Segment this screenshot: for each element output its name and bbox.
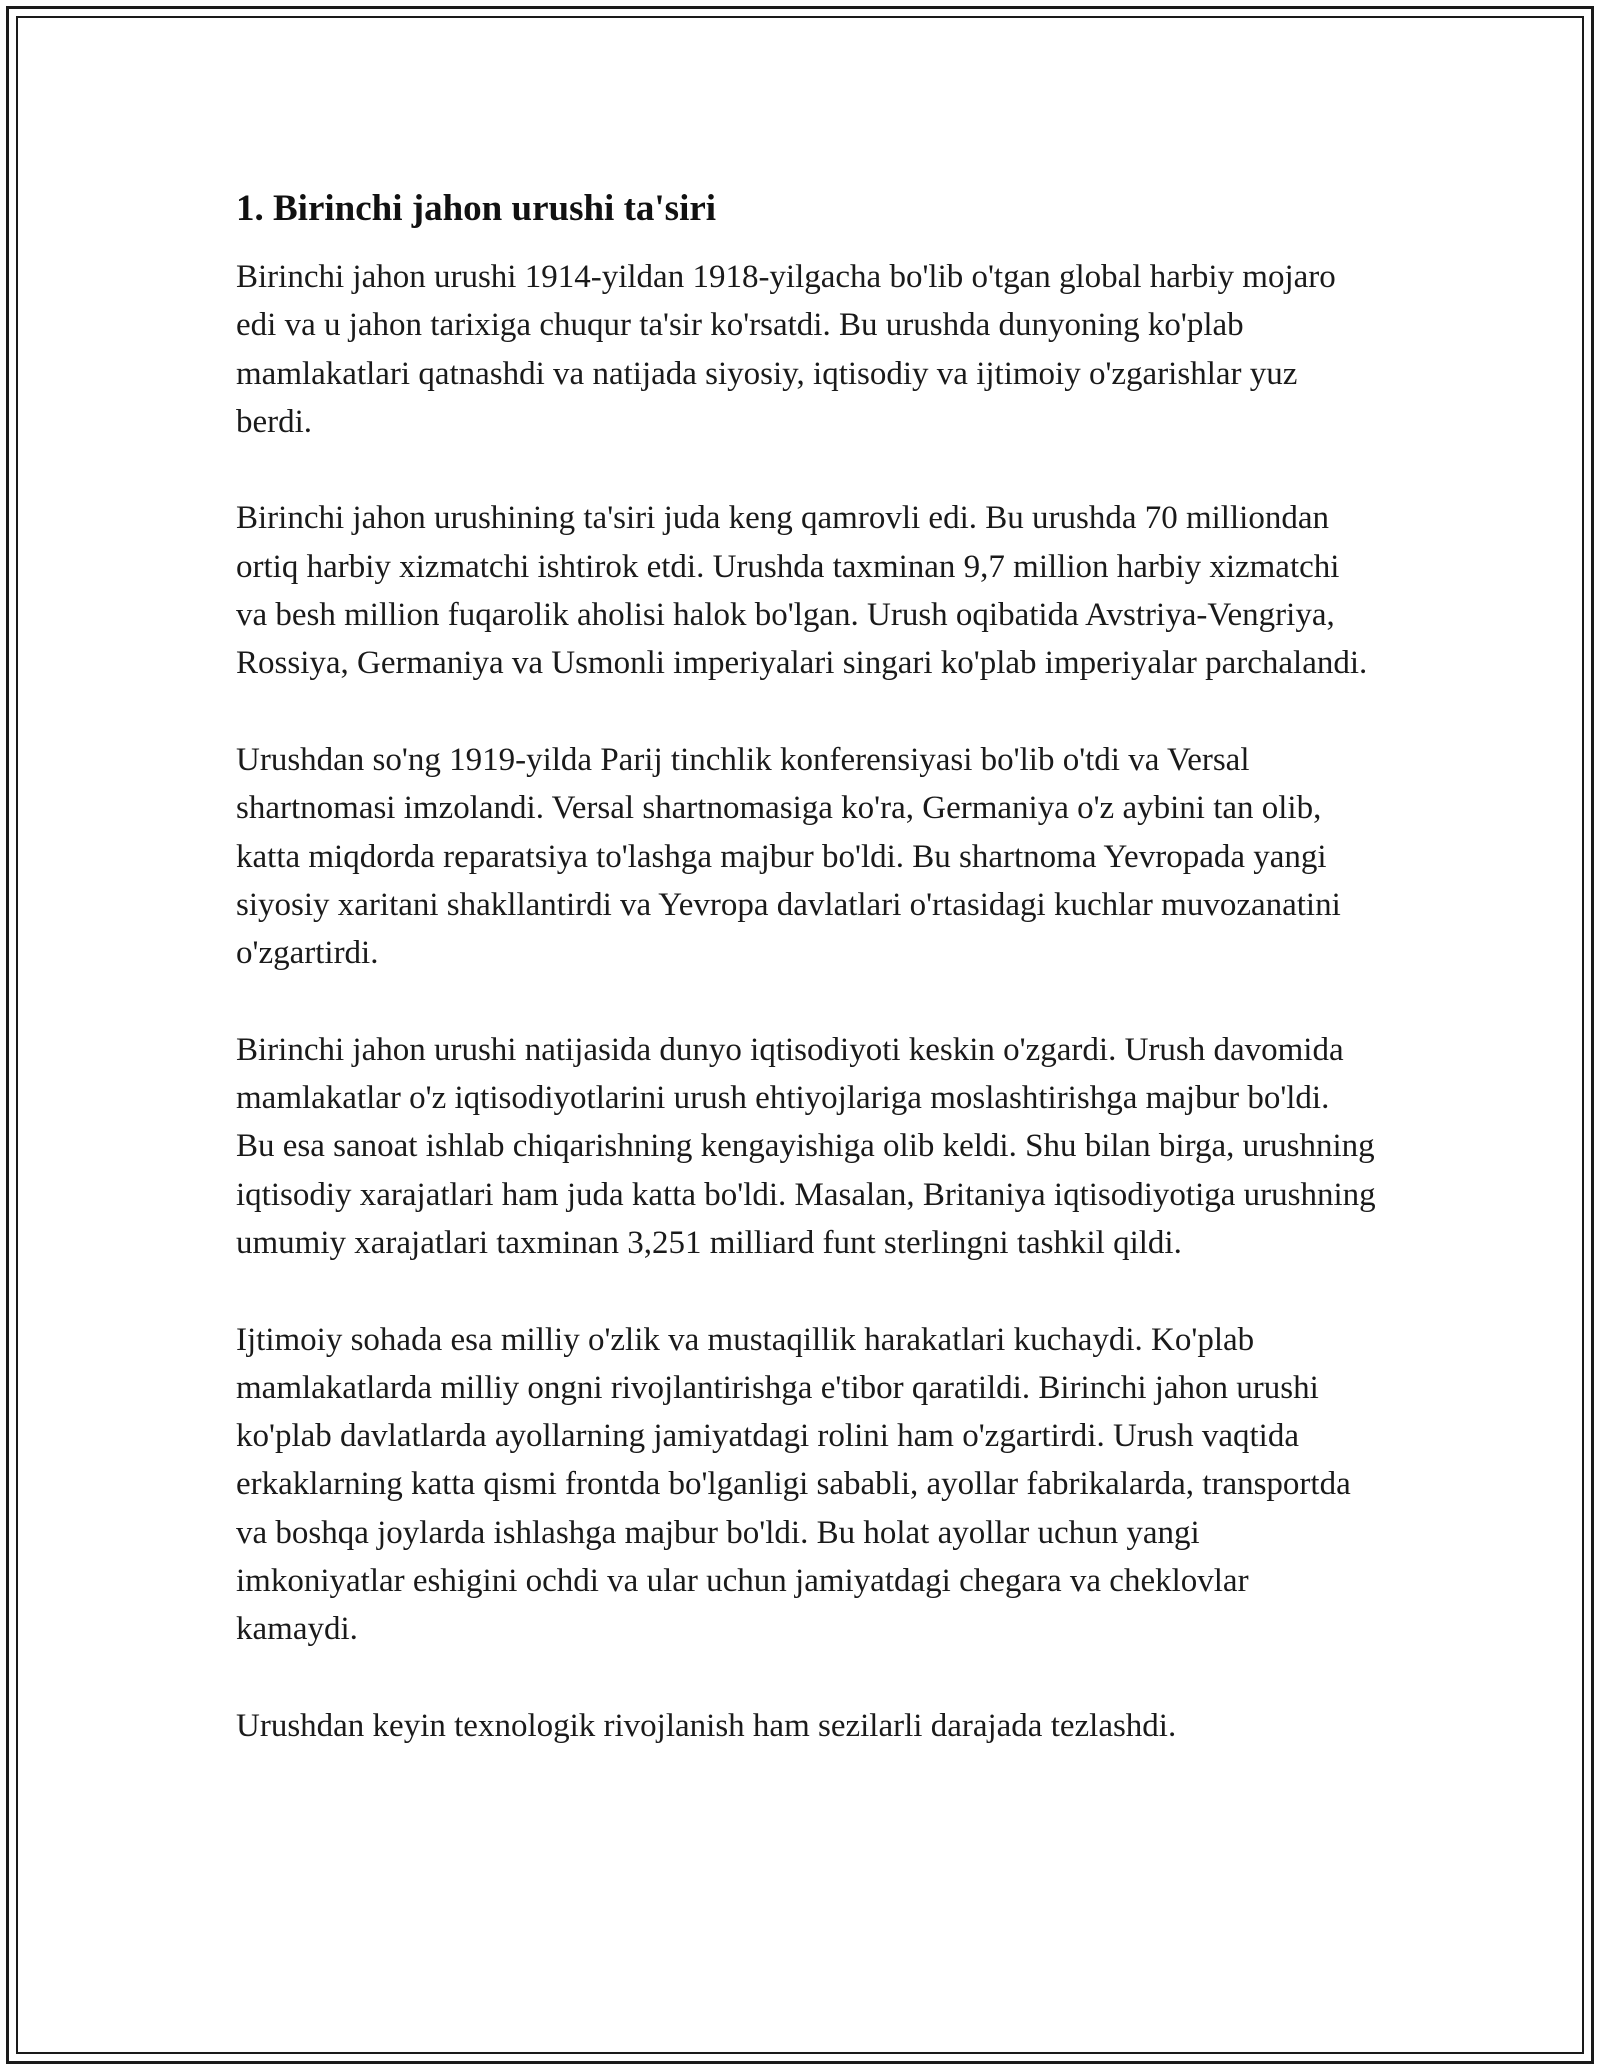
paragraph-casualties: Birinchi jahon urushining ta'siri juda keng qamrovli edi. Bu urushda 70 milliondan ortiq harbiy xizmatchi ishtirok etdi. Urushda taxminan 9,7 million harbiy xizmatchi va besh million fuqarolik aholisi halok bo'lgan. Urush oqibatida Avstriya-Vengriya, Rossiya, Germaniya va Usmonli imperiyalari singari ko'plab imperiyalar parchalandi. (236, 500, 1368, 682)
paragraph-society: Ijtimoiy sohada esa milliy o'zlik va mustaqillik harakatlari kuchaydi. Ko'plab mamlakatlarda milliy ongni rivojlantirishga e'tibor qaratildi. Birinchi jahon urushi ko'plab davlatlarda ayollarning jamiyatdagi rolini ham o'zgartirdi. Urush vaqtida erkaklarning katta qismi frontda bo'lganligi sababli, ayollar fabrikalarda, transportda va boshqa joylarda ishlashga majbur bo'ldi. Bu holat ayollar uchun yangi imkoniyatlar eshigini ochdi va ular uchun jamiyatdagi chegara va cheklovlar kamaydi. (236, 1321, 1351, 1648)
paragraph-versailles: Urushdan so'ng 1919-yilda Parij tinchlik konferensiyasi bo'lib o'tdi va Versal shartnomasi imzolandi. Versal shartnomasiga ko'ra, Germaniya o'z aybini tan olib, katta miqdorda reparatsiya to'lashga majbur bo'ldi. Bu shartnoma Yevropada yangi siyosiy xaritani shakllantirdi va Yevropa davlatlari o'rtasidagi kuchlar muvozanatini o'zgartirdi. (236, 741, 1341, 972)
paragraph-intro: Birinchi jahon urushi 1914-yildan 1918-yilgacha bo'lib o'tgan global harbiy mojaro edi va u jahon tarixiga chuqur ta'sir ko'rsatdi. Bu urushda dunyoning ko'plab mamlakatlari qatnashdi va natijada siyosiy, iqtisodiy va ijtimoiy o'zgarishlar yuz berdi. (236, 259, 1336, 440)
paragraph-technology: Urushdan keyin texnologik rivojlanish ham sezilarli darajada tezlashdi. (236, 1707, 1177, 1744)
section-heading: 1. Birinchi jahon urushi ta'siri (236, 188, 717, 229)
paragraph-economy: Birinchi jahon urushi natijasida dunyo iqtisodiyoti keskin o'zgardi. Urush davomida mamlakatlar o'z iqtisodiyotlarini urush ehtiyojlariga moslashtirishga majbur bo'ldi. Bu esa sanoat ishlab chiqarishning kengayishiga olib keldi. Shu bilan birga, urushning iqtisodiy xarajatlari ham juda katta bo'ldi. Masalan, Britaniya iqtisodiyotiga urushning umumiy xarajatlari taxminan 3,251 milliard funt sterlingni tashkil qildi. (236, 1031, 1376, 1261)
document-body (236, 187, 1376, 1799)
